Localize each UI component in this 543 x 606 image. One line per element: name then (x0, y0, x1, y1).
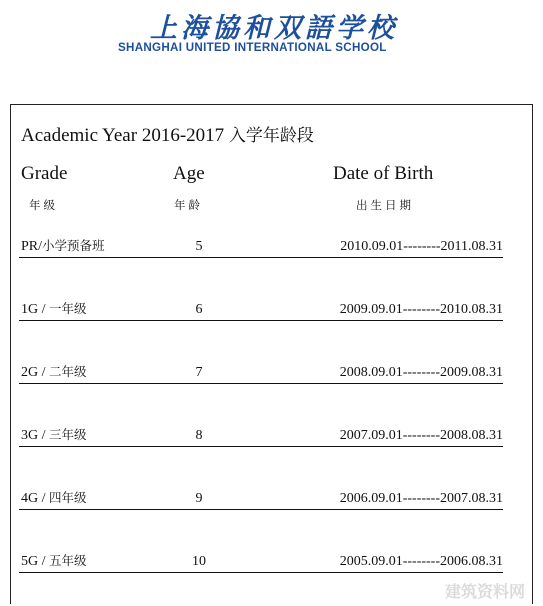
header-grade: Grade (21, 163, 68, 184)
grade-code: 5G / (21, 554, 49, 569)
grade-name: 一年级 (49, 301, 87, 316)
grade-code: PR/ (21, 239, 43, 254)
grade-name: 四年级 (49, 490, 87, 505)
site-watermark: 建筑资料网 (444, 582, 525, 601)
grade-name: 小学预备班 (42, 238, 105, 253)
school-logo (0, 0, 543, 70)
grade-cell (21, 488, 87, 507)
age-cell: 9 (195, 491, 203, 506)
school-name-english: SHANGHAI UNITED INTERNATIONAL SCHOOL (118, 41, 387, 54)
admission-age-table (10, 104, 533, 604)
dob-cell: 2007.09.01--------2008.08.31 (339, 428, 503, 443)
grade-cell (21, 236, 105, 255)
grade-code: 3G / (21, 428, 49, 443)
table-row (19, 487, 503, 510)
grade-cell (21, 551, 87, 570)
grade-code: 2G / (21, 365, 49, 380)
grade-name: 五年级 (49, 553, 87, 568)
header-date-of-birth: Date of Birth (333, 163, 434, 184)
grade-code: 4G / (21, 491, 49, 506)
age-cell: 10 (192, 554, 206, 569)
dob-cell: 2006.09.01--------2007.08.31 (339, 491, 503, 506)
title-english: Academic Year 2016-2017 (21, 125, 229, 146)
grade-cell (21, 425, 87, 444)
title-chinese: 入学年龄段 (228, 126, 314, 146)
dob-cell: 2005.09.01--------2006.08.31 (339, 554, 503, 569)
table-row (19, 424, 503, 447)
grade-code: 1G / (21, 302, 49, 317)
grade-name: 二年级 (49, 364, 87, 379)
school-name-chinese: 上海協和双語学校 (150, 13, 398, 44)
table-row (19, 361, 503, 384)
table-row (19, 298, 503, 321)
dob-cell: 2008.09.01--------2009.08.31 (339, 365, 503, 380)
dob-cell: 2009.09.01--------2010.08.31 (339, 302, 503, 317)
table-row (19, 550, 503, 573)
grade-cell (21, 362, 87, 381)
header-age: Age (173, 163, 205, 184)
header-grade-chinese: 年级 (29, 198, 58, 212)
dob-cell: 2010.09.01--------2011.08.31 (340, 239, 503, 254)
table-row (19, 235, 503, 258)
age-cell: 5 (195, 239, 203, 254)
age-cell: 6 (195, 302, 203, 317)
header-age-chinese: 年龄 (174, 198, 203, 212)
age-cell: 7 (195, 365, 203, 380)
grade-cell (21, 299, 87, 318)
header-date-of-birth-chinese: 出生日期 (356, 198, 414, 212)
age-cell: 8 (195, 428, 203, 443)
document-title (21, 121, 314, 147)
grade-name: 三年级 (49, 427, 87, 442)
